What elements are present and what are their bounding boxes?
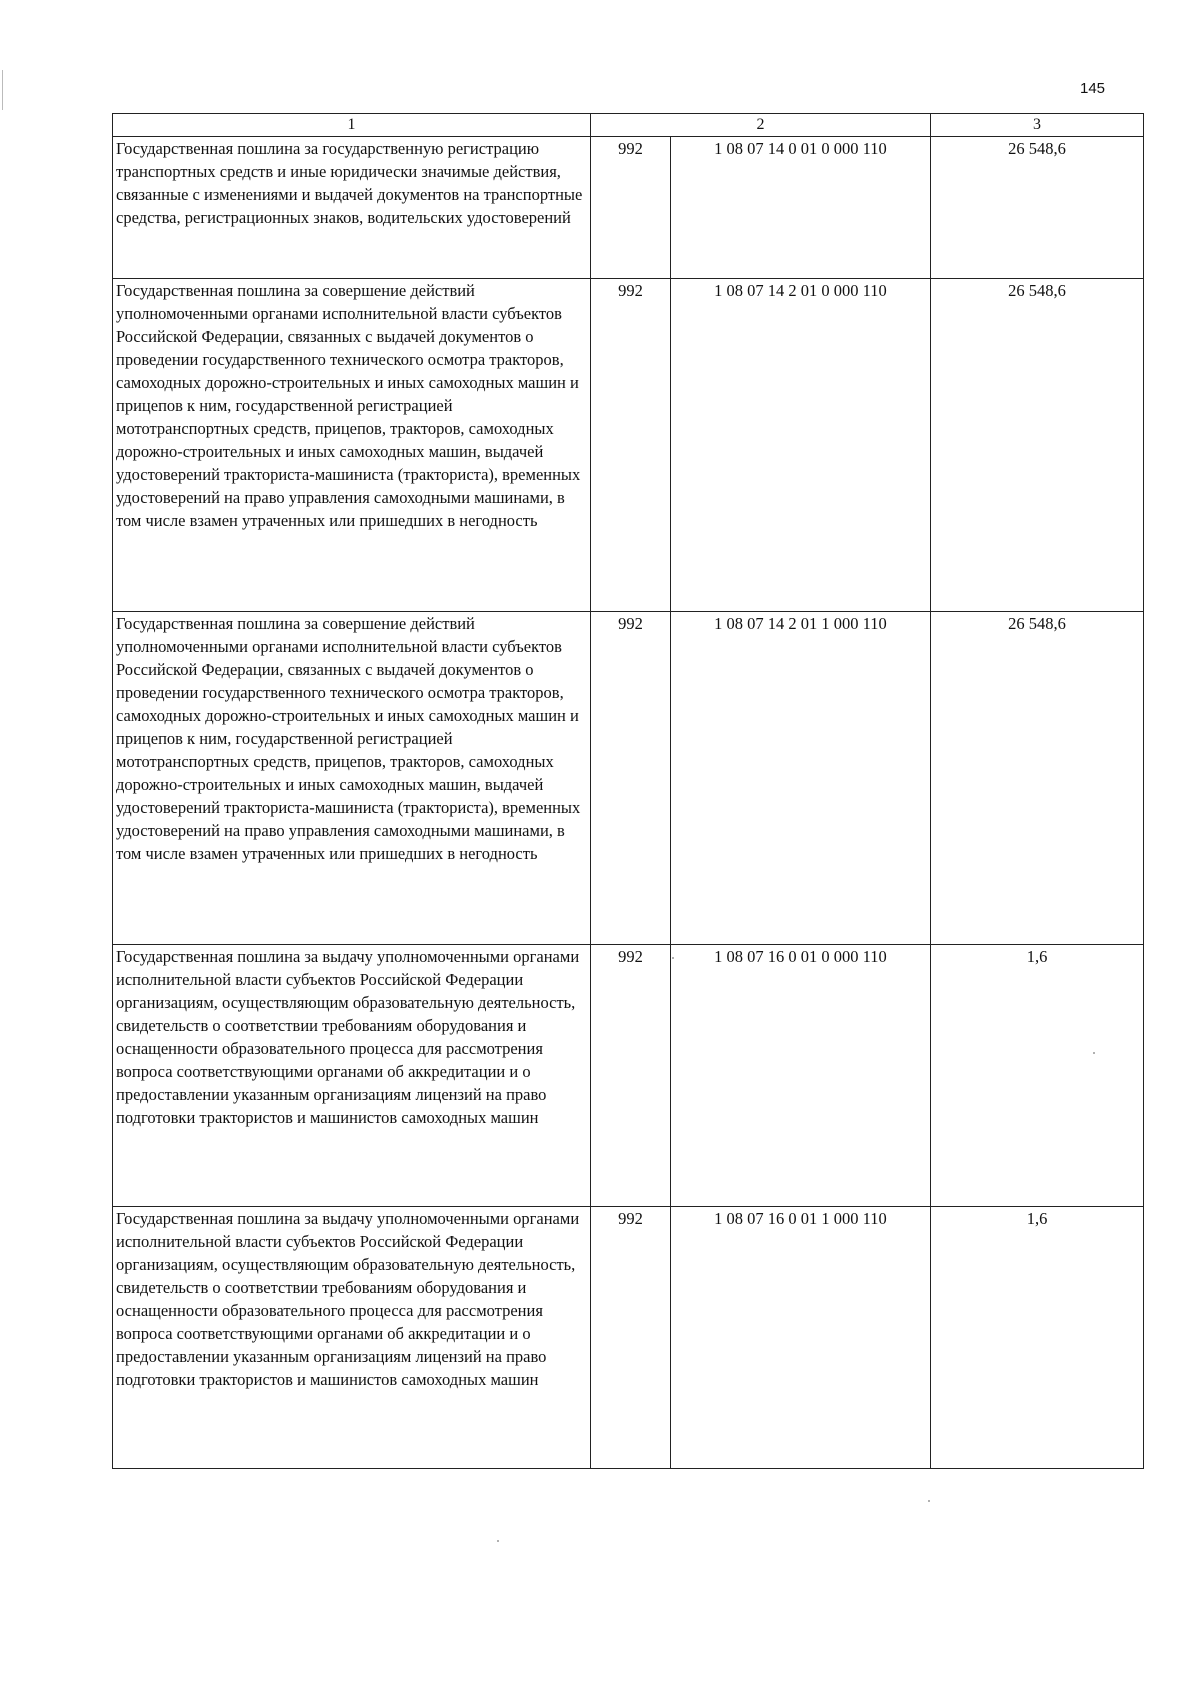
table-row xyxy=(113,137,1144,279)
row-amount: 1,6 xyxy=(931,1207,1144,1469)
row-income-code: 1 08 07 14 2 01 1 000 110 xyxy=(671,612,931,945)
row-income-code: 1 08 07 14 0 01 0 000 110 xyxy=(671,137,931,279)
row-admin-code: 992 xyxy=(591,612,671,945)
row-description xyxy=(113,945,591,1207)
description-text: Государственная пошлина за совершение действий уполномоченными органами исполнительной власти субъектов Российской Федерации, связанных с выдачей документов о проведении государственного технического осмотра тракторов, самоходных дорожно-строительных и иных самоходных машин и прицепов к ним, государственной регистрацией мототранспортных средств, прицепов, тракторов, самоходных дорожно-строительных и иных самоходных машин, выдачей удостоверений тракториста-машиниста (тракториста), временных удостоверений на право управления самоходными машинами, в том числе взамен утраченных или пришедших в негодность xyxy=(116,614,581,863)
scan-edge-mark xyxy=(2,70,3,110)
scan-speck xyxy=(928,1500,930,1502)
row-description xyxy=(113,279,591,612)
table-header-row xyxy=(113,114,1144,137)
row-admin-code: 992 xyxy=(591,279,671,612)
row-description xyxy=(113,1207,591,1469)
scan-speck xyxy=(497,1540,499,1542)
row-amount: 1,6 xyxy=(931,945,1144,1207)
table-row xyxy=(113,279,1144,612)
table-row xyxy=(113,945,1144,1207)
header-col-1: 1 xyxy=(113,114,591,137)
row-admin-code: 992 xyxy=(591,945,671,1207)
description-text: Государственная пошлина за совершение действий уполномоченными органами исполнительной власти субъектов Российской Федерации, связанных с выдачей документов о проведении государственного технического осмотра тракторов, самоходных дорожно-строительных и иных самоходных машин и прицепов к ним, государственной регистрацией мототранспортных средств, прицепов, тракторов, самоходных дорожно-строительных и иных самоходных машин, выдачей удостоверений тракториста-машиниста (тракториста), временных удостоверений на право управления самоходными машинами, в том числе взамен утраченных или пришедших в негодность xyxy=(116,281,581,530)
description-text: Государственная пошлина за выдачу уполномоченными органами исполнительной власти субъектов Российской Федерации организациям, осуществляющим образовательную деятельность, свидетельств о соответствии требованиям оборудования и оснащенности образовательного процесса для рассмотрения вопроса соответствующими органами об аккредитации и о предоставлении указанным организациям лицензий на право подготовки трактористов и машинистов самоходных машин xyxy=(116,947,580,1127)
row-admin-code: 992 xyxy=(591,1207,671,1469)
table-row xyxy=(113,1207,1144,1469)
row-income-code: 1 08 07 14 2 01 0 000 110 xyxy=(671,279,931,612)
row-amount: 26 548,6 xyxy=(931,612,1144,945)
description-text: Государственная пошлина за выдачу уполномоченными органами исполнительной власти субъектов Российской Федерации организациям, осуществляющим образовательную деятельность, свидетельств о соответствии требованиям оборудования и оснащенности образовательного процесса для рассмотрения вопроса соответствующими органами об аккредитации и о предоставлении указанным организациям лицензий на право подготовки трактористов и машинистов самоходных машин xyxy=(116,1209,580,1389)
header-col-3: 3 xyxy=(931,114,1144,137)
revenue-table xyxy=(112,113,1144,1469)
row-admin-code: 992 xyxy=(591,137,671,279)
header-col-2: 2 xyxy=(591,114,931,137)
row-description xyxy=(113,612,591,945)
table-row xyxy=(113,612,1144,945)
row-income-code: 1 08 07 16 0 01 0 000 110 xyxy=(671,945,931,1207)
row-income-code: 1 08 07 16 0 01 1 000 110 xyxy=(671,1207,931,1469)
description-text: Государственная пошлина за государственную регистрацию транспортных средств и иные юридически значимые действия, связанные с изменениями и выдачей документов на транспортные средства, регистрационных знаков, водительских удостоверений xyxy=(116,139,583,227)
row-amount: 26 548,6 xyxy=(931,279,1144,612)
page-number: 145 xyxy=(1080,80,1106,97)
row-amount: 26 548,6 xyxy=(931,137,1144,279)
row-description xyxy=(113,137,591,279)
